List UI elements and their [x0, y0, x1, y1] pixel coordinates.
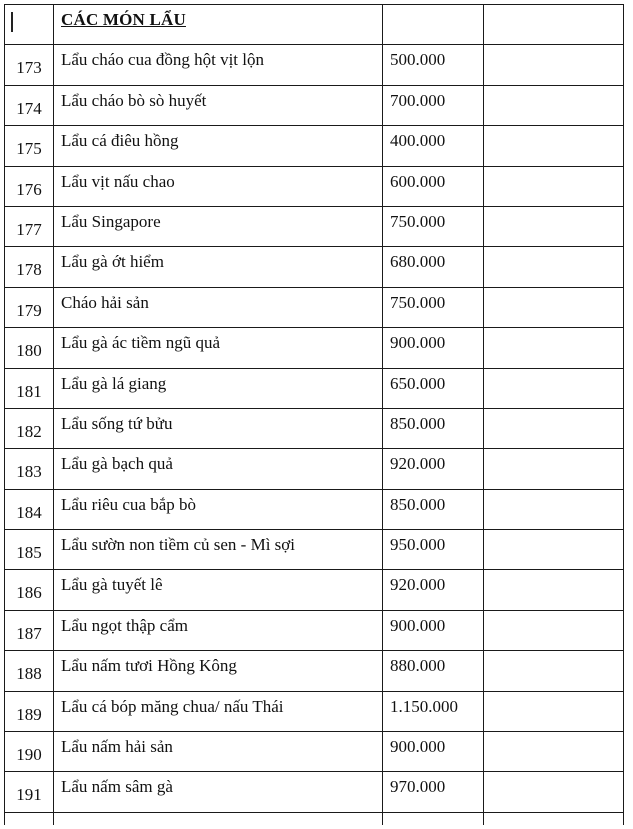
item-number-cell[interactable] [5, 287, 54, 327]
item-name-cell[interactable] [54, 45, 383, 85]
item-price: 950.000 [390, 535, 446, 555]
item-number-cell[interactable] [5, 570, 54, 610]
item-note-cell[interactable] [484, 732, 624, 772]
table-row [5, 691, 624, 731]
item-number-cell[interactable] [5, 408, 54, 448]
item-name-cell[interactable] [54, 570, 383, 610]
item-price-cell[interactable] [383, 368, 484, 408]
item-number: 188 [16, 664, 42, 684]
item-name-cell[interactable] [54, 530, 383, 570]
item-price-cell[interactable] [383, 812, 484, 825]
item-name: Lẩu gà bạch quả [61, 454, 173, 474]
item-number-cell[interactable] [5, 85, 54, 125]
item-price: 920.000 [390, 454, 446, 474]
item-name-cell[interactable] [54, 772, 383, 812]
item-name-cell[interactable] [54, 691, 383, 731]
item-price: 700.000 [390, 90, 446, 110]
item-number: 187 [16, 623, 42, 643]
item-note-cell[interactable] [484, 328, 624, 368]
item-price-cell[interactable] [383, 287, 484, 327]
item-number: 183 [16, 462, 42, 482]
item-number: 177 [16, 219, 42, 239]
item-price: 850.000 [390, 494, 446, 514]
item-number-cell[interactable] [5, 812, 54, 825]
table-row [5, 126, 624, 166]
item-number-cell[interactable] [5, 530, 54, 570]
item-name: Lẩu vịt nấu chao [61, 171, 175, 191]
item-price-cell[interactable] [383, 126, 484, 166]
item-number: 179 [16, 300, 42, 320]
item-name-cell[interactable] [54, 85, 383, 125]
header-number-cell[interactable] [5, 5, 54, 45]
item-note-cell[interactable] [484, 368, 624, 408]
item-price: 500.000 [390, 50, 446, 70]
item-note-cell[interactable] [484, 287, 624, 327]
section-title: CÁC MÓN LẨU [61, 10, 186, 29]
item-price-cell[interactable] [383, 570, 484, 610]
table-row [5, 206, 624, 246]
item-name: Lẩu sườn non tiềm củ sen - Mì sợi [61, 535, 295, 555]
item-number-cell[interactable] [5, 45, 54, 85]
item-price: 750.000 [390, 292, 446, 312]
table-row [5, 287, 624, 327]
item-number-cell[interactable] [5, 328, 54, 368]
item-number: 184 [16, 502, 42, 522]
item-number-cell[interactable] [5, 368, 54, 408]
item-name-cell[interactable] [54, 206, 383, 246]
item-note-cell[interactable] [484, 166, 624, 206]
item-name-cell[interactable] [54, 812, 383, 825]
item-name-cell[interactable] [54, 489, 383, 529]
item-number-cell[interactable] [5, 691, 54, 731]
item-name: Cháo hải sản [61, 292, 149, 312]
item-name-cell[interactable] [54, 126, 383, 166]
item-price-cell[interactable] [383, 732, 484, 772]
header-price-cell[interactable] [383, 5, 484, 45]
item-price-cell[interactable] [383, 651, 484, 691]
item-note-cell[interactable] [484, 45, 624, 85]
item-name-cell[interactable] [54, 247, 383, 287]
item-note-cell[interactable] [484, 651, 624, 691]
table-row [5, 651, 624, 691]
item-price-cell[interactable] [383, 85, 484, 125]
item-name: Lẩu nấm hải sản [61, 737, 173, 757]
item-name: Lẩu cá điêu hồng [61, 131, 179, 151]
item-name: Lẩu cháo bò sò huyết [61, 90, 207, 110]
item-price: 900.000 [390, 737, 446, 757]
item-price-cell[interactable] [383, 166, 484, 206]
item-number-cell[interactable] [5, 610, 54, 650]
item-name: Lẩu cháo cua đồng hột vịt lộn [61, 50, 265, 70]
header-note-cell[interactable] [484, 5, 624, 45]
item-name-cell[interactable] [54, 368, 383, 408]
item-note-cell[interactable] [484, 449, 624, 489]
item-price: 1.150.000 [390, 696, 458, 716]
item-number: 173 [16, 58, 42, 78]
item-price: 920.000 [390, 575, 446, 595]
item-number: 178 [16, 260, 42, 280]
item-number-cell[interactable] [5, 489, 54, 529]
item-price: 880.000 [390, 656, 446, 676]
table-row [5, 408, 624, 448]
item-note-cell[interactable] [484, 85, 624, 125]
item-number: 181 [16, 381, 42, 401]
table-row [5, 166, 624, 206]
item-number: 185 [16, 543, 42, 563]
section-header-row [5, 5, 624, 45]
item-name: Lẩu sống tứ bửu [61, 413, 173, 433]
item-price: 600.000 [390, 171, 446, 191]
item-note-cell[interactable] [484, 691, 624, 731]
item-number-cell[interactable] [5, 651, 54, 691]
item-price: 850.000 [390, 413, 446, 433]
item-number: 189 [16, 704, 42, 724]
section-title-cell[interactable] [54, 5, 383, 45]
item-price-cell[interactable] [383, 691, 484, 731]
item-number: 174 [16, 98, 42, 118]
item-price-cell[interactable] [383, 772, 484, 812]
item-price-cell[interactable] [383, 328, 484, 368]
table-row [5, 570, 624, 610]
item-name: Lẩu gà lá giang [61, 373, 167, 393]
item-price-cell[interactable] [383, 206, 484, 246]
item-price-cell[interactable] [383, 610, 484, 650]
item-name: Lẩu nấm tươi Hồng Kông [61, 656, 237, 676]
item-price-cell[interactable] [383, 408, 484, 448]
item-price-cell[interactable] [383, 45, 484, 85]
table-row [5, 45, 624, 85]
item-name: Lẩu ngọt thập cẩm [61, 615, 188, 635]
item-number-cell[interactable] [5, 247, 54, 287]
item-note-cell[interactable] [484, 772, 624, 812]
table-row [5, 368, 624, 408]
item-note-cell[interactable] [484, 247, 624, 287]
item-price-cell[interactable] [383, 530, 484, 570]
item-name: Lẩu riêu cua bắp bò [61, 494, 196, 514]
item-number-cell[interactable] [5, 772, 54, 812]
item-name-cell[interactable] [54, 651, 383, 691]
item-note-cell[interactable] [484, 408, 624, 448]
item-number: 175 [16, 139, 42, 159]
item-note-cell[interactable] [484, 489, 624, 529]
item-number-cell[interactable] [5, 126, 54, 166]
item-price: 680.000 [390, 252, 446, 272]
item-price: 400.000 [390, 131, 446, 151]
item-name-cell[interactable] [54, 610, 383, 650]
item-price-cell[interactable] [383, 449, 484, 489]
item-note-cell[interactable] [484, 610, 624, 650]
item-name: Lẩu cá bóp măng chua/ nấu Thái [61, 696, 284, 716]
item-name-cell[interactable] [54, 328, 383, 368]
item-name-cell[interactable] [54, 449, 383, 489]
item-price: 900.000 [390, 333, 446, 353]
table-row [5, 732, 624, 772]
item-price: 750.000 [390, 211, 446, 231]
item-number: 176 [16, 179, 42, 199]
item-number-cell[interactable] [5, 449, 54, 489]
item-number-cell[interactable] [5, 166, 54, 206]
item-number: 191 [16, 785, 42, 805]
table-row [5, 247, 624, 287]
table-row [5, 328, 624, 368]
item-note-cell[interactable] [484, 126, 624, 166]
item-name: Lẩu gà ác tiềm ngũ quả [61, 333, 221, 353]
item-note-cell[interactable] [484, 530, 624, 570]
item-name-cell[interactable] [54, 408, 383, 448]
item-name: Lẩu nấm sâm gà [61, 777, 173, 797]
table-row [5, 610, 624, 650]
item-name: Lẩu Singapore [61, 211, 161, 231]
item-name: Lẩu gà tuyết lê [61, 575, 163, 595]
menu-price-table [4, 4, 624, 825]
item-number: 180 [16, 341, 42, 361]
item-note-cell[interactable] [484, 812, 624, 825]
item-note-cell[interactable] [484, 570, 624, 610]
table-row-clipped [5, 812, 624, 825]
item-number-cell[interactable] [5, 206, 54, 246]
item-name-cell[interactable] [54, 732, 383, 772]
item-number: 186 [16, 583, 42, 603]
table-row [5, 85, 624, 125]
item-name-cell[interactable] [54, 166, 383, 206]
item-price: 650.000 [390, 373, 446, 393]
table-row [5, 449, 624, 489]
item-number-cell[interactable] [5, 732, 54, 772]
item-name-cell[interactable] [54, 287, 383, 327]
table-row [5, 530, 624, 570]
item-number: 182 [16, 421, 42, 441]
item-price: 970.000 [390, 777, 446, 797]
item-name: Lẩu gà ớt hiểm [61, 252, 164, 272]
table-row [5, 489, 624, 529]
item-note-cell[interactable] [484, 206, 624, 246]
item-number: 190 [16, 745, 42, 765]
text-cursor-icon [11, 12, 13, 32]
item-price-cell[interactable] [383, 247, 484, 287]
item-price: 900.000 [390, 615, 446, 635]
item-price-cell[interactable] [383, 489, 484, 529]
table-row [5, 772, 624, 812]
